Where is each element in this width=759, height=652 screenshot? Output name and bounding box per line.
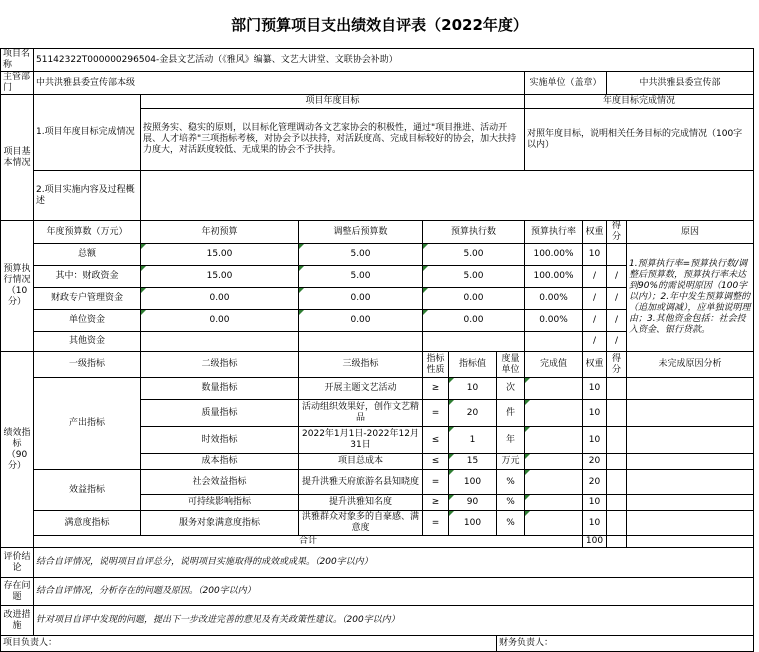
total-label: 合计 (34, 536, 583, 548)
indicator-nature: ≤ (423, 427, 449, 454)
finance-lead: 财务负责人： (497, 636, 754, 652)
indicator-actual (525, 427, 583, 454)
indicator-nature: = (423, 511, 449, 536)
budget-row-rate: 0.00% (525, 310, 583, 332)
budget-reason-text: 1.预算执行率=预算执行数/调整后预算数，预算执行率未达到90%的需说明原因（100字以内）；2.年中发生预算调整的（追加或调减），应单独说明理由；3.其他资金包括：社会投入资金、银行贷款。 (627, 244, 754, 352)
evaluation-table (0, 48, 754, 652)
budget-row-adjusted: 0.00 (299, 310, 423, 332)
indicator-value: 90 (449, 495, 497, 511)
budget-row-initial: 0.00 (141, 310, 299, 332)
goal-text: 按照务实、稳实的原则，以目标化管理调动各文艺家协会的积极性，通过"项目推进、活动开展、人才培养"三项指标考核，对协会予以扶持，对活跃度高、完成目标较好的协会，加大扶持力度大，对活跃度较低、无成果的协会不予扶持。 (141, 109, 525, 171)
indicator-level2: 数量指标 (141, 378, 299, 400)
indicator-reason (627, 470, 754, 495)
overview-section-label: 项目基本情况 (1, 95, 34, 221)
budget-row-score: / (607, 332, 627, 352)
indicator-unit: 次 (497, 378, 525, 400)
budget-row-executed (423, 332, 525, 352)
budget-row-label: 财政专户管理资金 (34, 288, 141, 310)
indicator-nature: = (423, 470, 449, 495)
indicator-actual (525, 511, 583, 536)
perf-h-reason: 未完成原因分析 (627, 352, 754, 378)
level1-output: 产出指标 (34, 378, 141, 470)
budget-row-adjusted: 0.00 (299, 288, 423, 310)
indicator-level2: 质量指标 (141, 400, 299, 427)
completion-text: 对照年度目标，说明相关任务目标的完成情况（100字以内） (525, 109, 754, 171)
indicator-level3: 活动组织效果好，创作文艺精品 (299, 400, 423, 427)
goal-label: 1.项目年度目标完成情况 (34, 95, 141, 171)
page-title: 部门预算项目支出绩效自评表（2022年度） (231, 15, 528, 34)
perf-h-value: 指标值 (449, 352, 497, 378)
budget-row-initial: 0.00 (141, 288, 299, 310)
indicator-score (607, 427, 627, 454)
budget-row-rate: 100.00% (525, 244, 583, 266)
indicator-weight: 10 (583, 378, 607, 400)
budget-row-adjusted (299, 332, 423, 352)
budget-row-label: 单位资金 (34, 310, 141, 332)
budget-row-weight: / (583, 266, 607, 288)
indicator-actual (525, 400, 583, 427)
unit-label: 实施单位（盖章） (525, 72, 607, 95)
indicator-reason (627, 427, 754, 454)
budget-h-year: 年度预算数（万元） (34, 221, 141, 244)
budget-row-label: 其他资金 (34, 332, 141, 352)
indicator-row (1, 511, 754, 536)
budget-row-weight: / (583, 310, 607, 332)
indicator-value: 10 (449, 378, 497, 400)
indicator-actual (525, 495, 583, 511)
indicator-weight: 20 (583, 454, 607, 470)
budget-h-score: 得分 (607, 221, 627, 244)
indicator-score (607, 495, 627, 511)
indicator-value: 100 (449, 511, 497, 536)
indicator-row (1, 470, 754, 495)
total-weight: 100 (583, 536, 607, 548)
total-score (607, 536, 627, 548)
perf-h-unit: 度量单位 (497, 352, 525, 378)
indicator-value: 1 (449, 427, 497, 454)
indicator-weight: 10 (583, 511, 607, 536)
indicator-unit: % (497, 495, 525, 511)
measures-label: 改进措施 (1, 606, 34, 636)
budget-row-initial: 15.00 (141, 244, 299, 266)
indicator-row (1, 378, 754, 400)
budget-row-rate: 0.00% (525, 288, 583, 310)
indicator-actual (525, 378, 583, 400)
indicator-nature: = (423, 400, 449, 427)
project-lead: 项目负责人： (1, 636, 497, 652)
indicator-reason (627, 400, 754, 427)
budget-h-weight: 权重 (583, 221, 607, 244)
level1-satisfaction: 满意度指标 (34, 511, 141, 536)
budget-row-weight: 10 (583, 244, 607, 266)
perf-h-level1: 一级指标 (34, 352, 141, 378)
conclusion-text: 结合自评情况，说明项目自评总分，说明项目实施取得的成效或成果。（200字以内） (34, 548, 754, 578)
indicator-level2: 社会效益指标 (141, 470, 299, 495)
indicator-score (607, 454, 627, 470)
budget-h-executed: 预算执行数 (423, 221, 525, 244)
budget-row-rate (525, 332, 583, 352)
issues-text: 结合自评情况，分析存在的问题及原因。（200字以内） (34, 578, 754, 606)
indicator-unit: 年 (497, 427, 525, 454)
indicator-nature: ≥ (423, 495, 449, 511)
indicator-score (607, 511, 627, 536)
indicator-level3: 项目总成本 (299, 454, 423, 470)
goal-header: 项目年度目标 (141, 95, 525, 109)
indicator-unit: % (497, 470, 525, 495)
indicator-reason (627, 495, 754, 511)
budget-row-score (607, 244, 627, 266)
budget-row-score: / (607, 266, 627, 288)
completion-header: 年度目标完成情况 (525, 95, 754, 109)
budget-h-adjusted: 调整后预算数 (299, 221, 423, 244)
budget-row-initial (141, 332, 299, 352)
budget-row-score: / (607, 310, 627, 332)
indicator-value: 100 (449, 470, 497, 495)
perf-h-nature: 指标性质 (423, 352, 449, 378)
content-label: 2.项目实施内容及过程概述 (34, 171, 141, 221)
budget-row-executed: 0.00 (423, 310, 525, 332)
indicator-level2: 成本指标 (141, 454, 299, 470)
indicator-level2: 可持续影响指标 (141, 495, 299, 511)
budget-row-weight: / (583, 332, 607, 352)
perf-h-actual: 完成值 (525, 352, 583, 378)
indicator-unit: % (497, 511, 525, 536)
perf-h-score: 得分 (607, 352, 627, 378)
budget-row-executed: 5.00 (423, 244, 525, 266)
performance-section-label: 绩效指标（90分） (1, 352, 34, 548)
indicator-weight: 10 (583, 427, 607, 454)
perf-h-level2: 二级指标 (141, 352, 299, 378)
project-name-value: 51142322T000000296504-金县文艺活动（《雅风》编纂、文艺大讲堂、文联协会补助） (34, 49, 754, 72)
budget-section-label: 预算执行情况（10分） (1, 221, 34, 352)
indicator-actual (525, 470, 583, 495)
indicator-level3: 提升洪雅知名度 (299, 495, 423, 511)
indicator-score (607, 400, 627, 427)
budget-row-label: 总额 (34, 244, 141, 266)
indicator-weight: 10 (583, 400, 607, 427)
budget-h-reason: 原因 (627, 221, 754, 244)
indicator-level2: 时效指标 (141, 427, 299, 454)
budget-row-adjusted: 5.00 (299, 266, 423, 288)
dept-label: 主管部门 (1, 72, 34, 95)
indicator-weight: 20 (583, 470, 607, 495)
indicator-level3: 洪雅群众对象多的自豪感、满意度 (299, 511, 423, 536)
unit-value: 中共洪雅县委宣传部 (607, 72, 754, 95)
budget-row-executed: 0.00 (423, 288, 525, 310)
indicator-value: 20 (449, 400, 497, 427)
budget-h-rate: 预算执行率 (525, 221, 583, 244)
total-reason (627, 536, 754, 548)
issues-label: 存在问题 (1, 578, 34, 606)
perf-h-weight: 权重 (583, 352, 607, 378)
indicator-level2: 服务对象满意度指标 (141, 511, 299, 536)
indicator-value: 15 (449, 454, 497, 470)
level1-benefit: 效益指标 (34, 470, 141, 511)
budget-row-weight: / (583, 288, 607, 310)
budget-row-label: 其中：财政资金 (34, 266, 141, 288)
indicator-score (607, 378, 627, 400)
indicator-actual (525, 454, 583, 470)
indicator-level3: 提升洪雅天府旅游名县知晓度 (299, 470, 423, 495)
indicator-nature: ≥ (423, 378, 449, 400)
measures-text: 针对项目自评中发现的问题，提出下一步改进完善的意见及有关政策性建议。（200字以内） (34, 606, 754, 636)
conclusion-label: 评价结论 (1, 548, 34, 578)
indicator-unit: 万元 (497, 454, 525, 470)
indicator-nature: ≤ (423, 454, 449, 470)
budget-row (1, 244, 754, 266)
budget-row-rate: 100.00% (525, 266, 583, 288)
indicator-reason (627, 378, 754, 400)
indicator-weight: 10 (583, 495, 607, 511)
indicator-reason (627, 454, 754, 470)
indicator-reason (627, 511, 754, 536)
budget-h-initial: 年初预算 (141, 221, 299, 244)
indicator-level3: 开展主题文艺活动 (299, 378, 423, 400)
perf-h-level3: 三级指标 (299, 352, 423, 378)
budget-row-executed: 5.00 (423, 266, 525, 288)
indicator-score (607, 470, 627, 495)
budget-row-score: / (607, 288, 627, 310)
budget-row-adjusted: 5.00 (299, 244, 423, 266)
dept-value: 中共洪雅县委宣传部本级 (34, 72, 525, 95)
budget-row-initial: 15.00 (141, 266, 299, 288)
content-text (141, 171, 754, 221)
indicator-level3: 2022年1月1日-2022年12月31日 (299, 427, 423, 454)
indicator-unit: 件 (497, 400, 525, 427)
project-name-label: 项目名称 (1, 49, 34, 72)
